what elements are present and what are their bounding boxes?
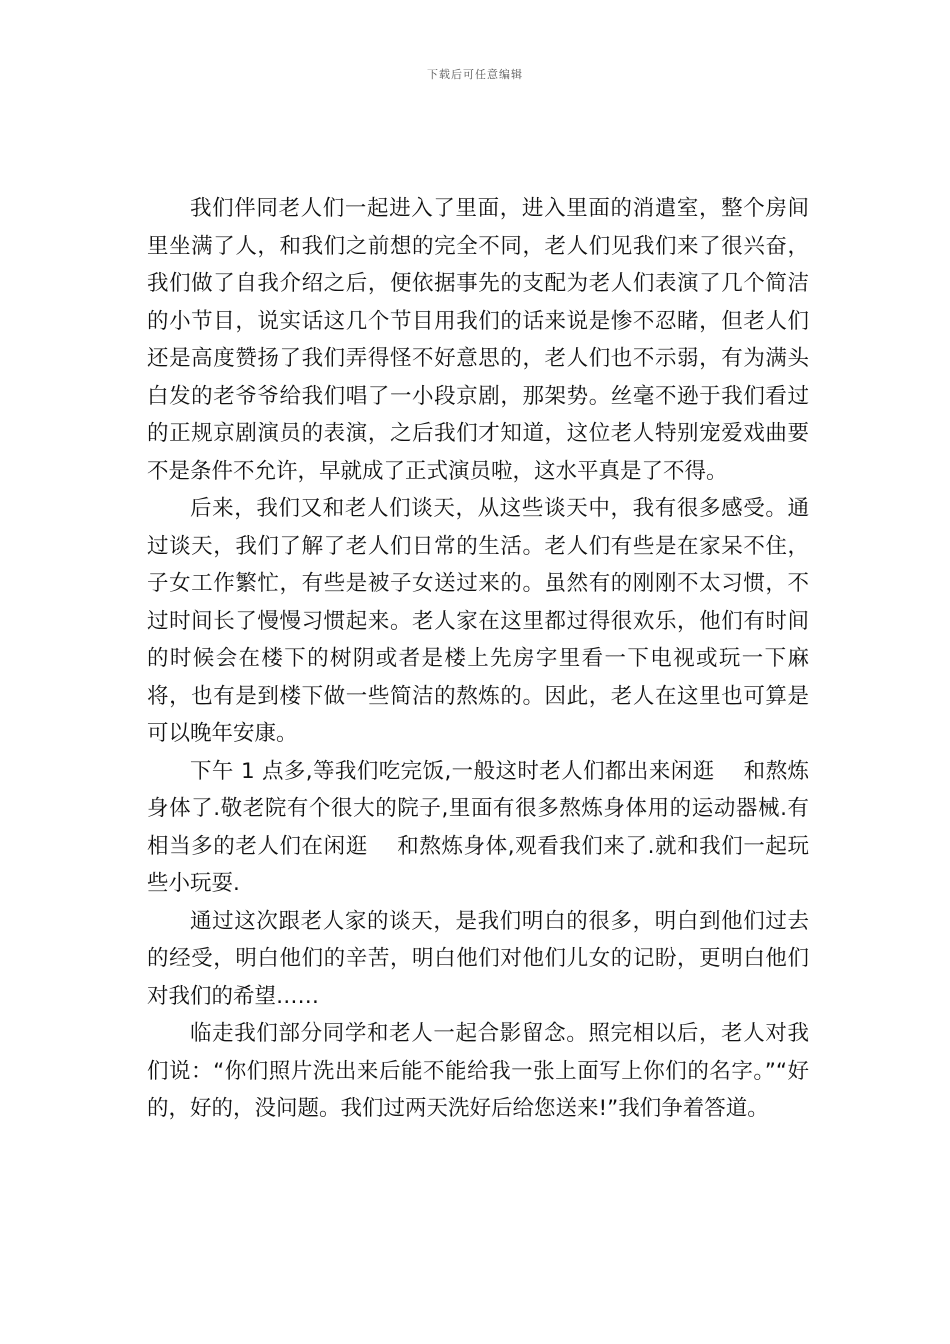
paragraph-1: 我们伴同老人们一起进入了里面，进入里面的消遣室，整个房间里坐满了人，和我们之前想的完全不同，老人们见我们来了很兴奋，我们做了自我介绍之后，便依据事先的支配为老人们表演了几个简洁的小节目，说实话这几个节目用我们的话来说是惨不忍睹，但老人们还是高度赞扬了我们弄得怪不好意思的，老人们也不示弱，有为满头白发的老爷爷给我们唱了一小段京剧，那架势。丝毫不逊于我们看过的正规京剧演员的表演，之后我们才知道，这位老人特别宠爱戏曲要不是条件不允许，早就成了正式演员啦，这水平真是了不得。 — [147, 196, 809, 484]
paragraph-3: 下午 1 点多,等我们吃完饭,一般这时老人们都出来闲逛 和熬炼身体了.敬老院有个很大的院子,里面有很多熬炼身体用的运动器械.有相当多的老人们在闲逛 和熬炼身体,观看我们来了.就和我们一起玩些小玩耍. — [147, 758, 809, 896]
paragraph-2: 后来，我们又和老人们谈天，从这些谈天中，我有很多感受。通过谈天，我们了解了老人们日常的生活。老人们有些是在家呆不住，子女工作繁忙，有些是被子女送过来的。虽然有的刚刚不太习惯，不过时间长了慢慢习惯起来。老人家在这里都过得很欢乐，他们有时间的时候会在楼下的树阴或者是楼上先房字里看一下电视或玩一下麻将，也有是到楼下做一些简洁的熬炼的。因此，老人在这里也可算是可以晚年安康。 — [147, 496, 809, 746]
paragraph-4: 通过这次跟老人家的谈天，是我们明白的很多，明白到他们过去的经受，明白他们的辛苦，明白他们对他们儿女的记盼，更明白他们对我们的希望…… — [147, 908, 809, 1009]
page-header: 下载后可任意编辑 — [427, 68, 523, 81]
document-body — [147, 190, 809, 1128]
paragraph-5: 临走我们部分同学和老人一起合影留念。照完相以后，老人对我们说：“你们照片洗出来后能不能给我一张上面写上你们的名字。”“好的，好的，没问题。我们过两天洗好后给您送来!”我们争着答道。 — [147, 1021, 809, 1121]
